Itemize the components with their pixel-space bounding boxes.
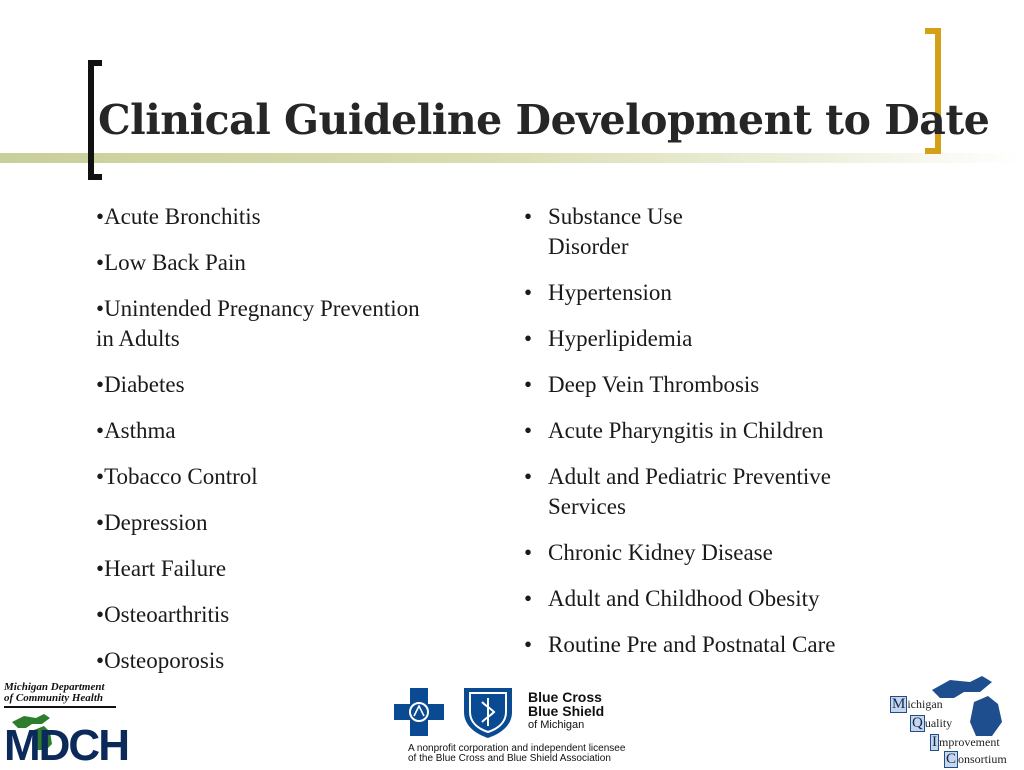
mqic-letter-c: C	[946, 751, 957, 767]
list-item-text: Acute Bronchitis	[104, 204, 261, 229]
mdch-divider	[4, 706, 116, 708]
mqic-word-quality	[910, 715, 952, 732]
right-guideline-list	[524, 202, 944, 676]
bullet: •	[96, 602, 105, 627]
list-item-text: Adult and Childhood Obesity	[548, 586, 820, 611]
list-item	[524, 202, 734, 262]
bullet: •	[524, 464, 533, 489]
mdch-name-line1: Michigan Department	[4, 681, 105, 693]
list-item-text: Asthma	[104, 418, 176, 443]
bullet: •	[524, 632, 533, 657]
bullet: •	[524, 326, 533, 351]
bullet: •	[96, 296, 105, 321]
list-item	[524, 416, 944, 446]
blue-cross-blue-shield-icon	[388, 686, 520, 738]
mdch-name-line2: of Community Health	[4, 692, 104, 704]
bcbs-name	[528, 690, 604, 732]
mdch-acronym: MDCH	[4, 721, 128, 770]
mqic-letter-q: Q	[912, 715, 923, 731]
mdch-mark	[4, 710, 128, 770]
bcbs-note-line1: A nonprofit corporation and independent licensee	[408, 743, 626, 754]
bullet: •	[524, 540, 533, 565]
list-item	[524, 630, 944, 660]
slide-title: Clinical Guideline Development to Date	[98, 96, 990, 144]
mqic-logo	[886, 672, 1024, 768]
mqic-letter-i: I	[932, 734, 937, 750]
list-item	[96, 600, 426, 630]
title-underline-rule	[0, 153, 1024, 163]
bcbs-name-line1: Blue Cross	[528, 689, 602, 705]
list-item	[96, 248, 426, 278]
bullet: •	[96, 510, 105, 535]
list-item	[524, 584, 944, 614]
list-item	[96, 508, 426, 538]
bullet: •	[96, 204, 105, 229]
bullet: •	[96, 464, 105, 489]
mqic-word-consortium	[944, 751, 1007, 768]
list-item-text: Osteoarthritis	[104, 602, 230, 627]
bullet: •	[524, 204, 533, 229]
bullet: •	[96, 418, 105, 443]
bcbs-licensee-note	[408, 744, 625, 764]
mdch-logo	[4, 681, 128, 770]
list-item	[524, 324, 944, 354]
mqic-word-rest: mprovement	[939, 735, 1000, 749]
list-item	[96, 370, 426, 400]
bullet: •	[524, 280, 533, 305]
bcbs-name-line3: of Michigan	[528, 719, 585, 731]
list-item-text: Diabetes	[104, 372, 185, 397]
list-item	[96, 202, 426, 232]
list-item	[96, 416, 426, 446]
list-item	[524, 370, 944, 400]
list-item-text: Routine Pre and Postnatal Care	[548, 632, 836, 657]
list-item-text: Heart Failure	[104, 556, 227, 581]
list-item	[524, 278, 944, 308]
mqic-word-rest: uality	[924, 716, 953, 730]
list-item-text: Substance Use Disorder	[548, 204, 683, 259]
mqic-letter-m: M	[892, 696, 906, 712]
list-item-text: Chronic Kidney Disease	[548, 540, 773, 565]
list-item	[524, 538, 944, 568]
bullet: •	[524, 372, 533, 397]
list-item	[96, 646, 426, 676]
list-item-text: Hypertension	[548, 280, 672, 305]
left-guideline-list	[96, 202, 426, 692]
list-item-text: Acute Pharyngitis in Children	[548, 418, 824, 443]
list-item-text: Hyperlipidemia	[548, 326, 693, 351]
bcbs-note-line2: of the Blue Cross and Blue Shield Association	[408, 753, 611, 764]
bullet: •	[524, 418, 533, 443]
mqic-word-rest: ichigan	[907, 697, 943, 711]
list-item-text: Tobacco Control	[104, 464, 258, 489]
list-item-text: Unintended Pregnancy Prevention in Adults	[96, 296, 420, 351]
list-item-text: Deep Vein Thrombosis	[548, 372, 760, 397]
list-item-text: Osteoporosis	[104, 648, 225, 673]
bullet: •	[96, 648, 105, 673]
mqic-word-rest: onsortium	[958, 752, 1007, 766]
bcbs-name-line2: Blue Shield	[528, 703, 605, 719]
bullet: •	[96, 250, 105, 275]
list-item	[96, 294, 426, 354]
list-item-text: Adult and Pediatric Preventive Services	[548, 464, 831, 519]
bullet: •	[96, 372, 105, 397]
mqic-word-michigan	[890, 696, 943, 713]
bcbs-logo	[388, 686, 698, 766]
mqic-word-improvement	[930, 734, 1000, 751]
list-item	[96, 462, 426, 492]
list-item-text: Depression	[104, 510, 208, 535]
bullet: •	[96, 556, 105, 581]
bullet: •	[524, 586, 533, 611]
list-item	[524, 462, 914, 522]
list-item-text: Low Back Pain	[104, 250, 246, 275]
list-item	[96, 554, 426, 584]
